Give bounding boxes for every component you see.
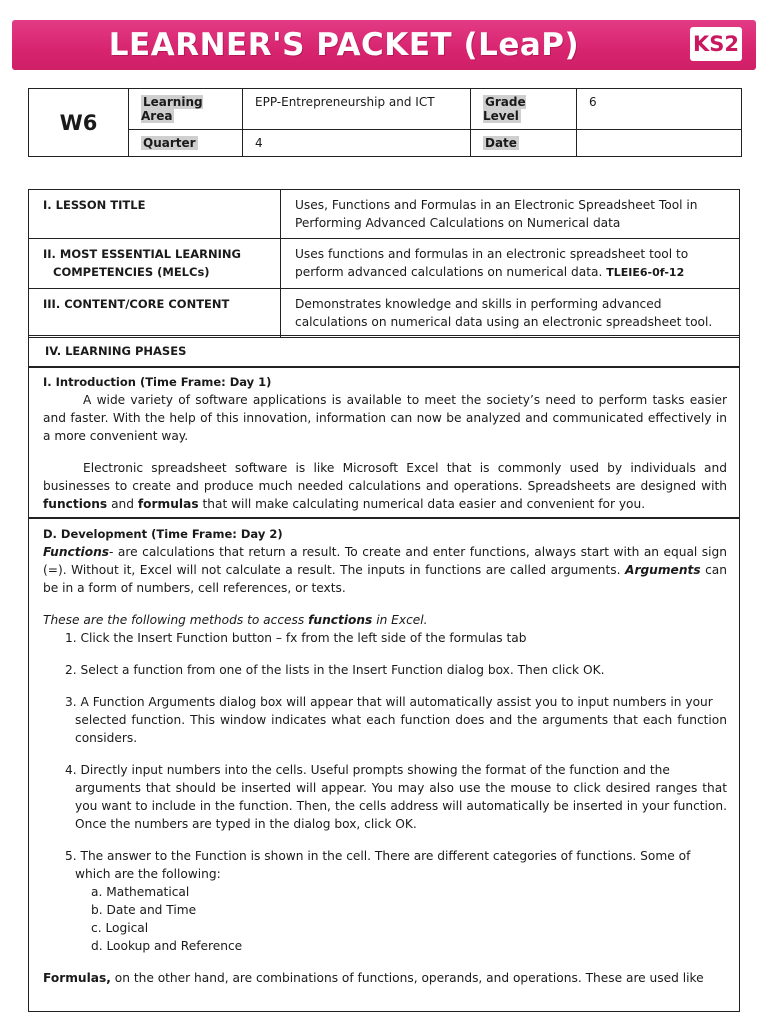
grade-level-label: Grade Level: [471, 89, 577, 130]
melc-value: Uses functions and formulas in an electronic spreadsheet tool to perform advanced calculations on numerical data. TLEIE6-0f-12: [281, 239, 740, 289]
category-logical: c. Logical: [91, 921, 149, 935]
step-1: 1. Click the Insert Function button – fx from the left side of the formulas tab: [65, 631, 527, 645]
info-table: [28, 88, 742, 157]
step-2: 2. Select a function from one of the lists in the Insert Function dialog box. Then click OK.: [65, 663, 605, 677]
ks2-badge: KS2: [690, 27, 742, 61]
formulas-definition: Formulas, on the other hand, are combinations of functions, operands, and operations. These are used like: [43, 971, 704, 985]
learning-area-value: EPP-Entrepreneurship and ICT: [243, 89, 471, 130]
lesson-table: [28, 189, 740, 338]
quarter-value: 4: [243, 130, 471, 157]
development-heading: D. Development (Time Frame: Day 2): [43, 527, 283, 541]
learning-area-label: Learning Area: [129, 89, 243, 130]
lesson-title-value: Uses, Functions and Formulas in an Electronic Spreadsheet Tool in Performing Advanced Calculations on Numerical data: [281, 190, 740, 239]
date-label: Date: [471, 130, 577, 157]
melc-label: II. MOST ESSENTIAL LEARNING COMPETENCIES (MELCs): [29, 239, 281, 289]
category-lookup-reference: d. Lookup and Reference: [91, 939, 243, 953]
step-5: 5. The answer to the Function is shown in the cell. There are different categories of functions. Some of which are the following:: [65, 849, 691, 881]
introduction-section: [28, 367, 740, 518]
content-label: III. CONTENT/CORE CONTENT: [29, 289, 281, 338]
category-date-time: b. Date and Time: [91, 903, 197, 917]
introduction-paragraph-2: Electronic spreadsheet software is like Microsoft Excel that is commonly used by individuals and businesses to create and produce much needed calculations and operations. Spreadsheets are designed with functions and formulas that will make calculating numerical data easier and convenient for you.: [43, 461, 727, 511]
development-section: [28, 518, 740, 1012]
step-3: 3. A Function Arguments dialog box will appear that will automatically assist you to input numbers in your selected function. This window indicates what each function does and the arguments that each function considers.: [65, 695, 727, 745]
packet-title: LEARNER'S PACKET (LeaP): [108, 27, 580, 63]
functions-definition: Functions- are calculations that return a result. To create and enter functions, always start with an equal sign (=). Without it, Excel will not calculate a result. The inputs in functions are called arguments. Arguments can be in a form of numbers, cell references, or texts.: [43, 545, 728, 595]
lesson-title-label: I. LESSON TITLE: [29, 190, 281, 239]
learning-phases-label: IV. LEARNING PHASES: [29, 336, 740, 367]
content-value: Demonstrates knowledge and skills in performing advanced calculations on numerical data using an electronic spreadsheet tool.: [281, 289, 740, 338]
step-4: 4. Directly input numbers into the cells. Useful prompts showing the format of the function and the arguments that should be inserted will appear. You may also use the mouse to click desired ranges that you want to include in the function. Then, the cells address will automatically be inserted in your function. Once the numbers are typed in the dialog box, click OK.: [65, 763, 727, 831]
methods-intro: These are the following methods to access functions in Excel.: [43, 613, 428, 627]
melc-code: TLEIE6-0f-12: [606, 266, 685, 279]
date-value: [577, 130, 742, 157]
learning-phases-header: [28, 335, 740, 367]
category-mathematical: a. Mathematical: [91, 885, 190, 899]
header-banner: [12, 20, 756, 70]
quarter-label: Quarter: [129, 130, 243, 157]
introduction-heading: I. Introduction (Time Frame: Day 1): [43, 375, 272, 389]
introduction-paragraph-1: A wide variety of software applications is available to meet the society’s need to perform tasks easier and faster. With the help of this innovation, information can now be analyzed and communicated effectively in a more convenient way.: [43, 393, 727, 443]
grade-level-value: 6: [577, 89, 742, 130]
week-label: W6: [29, 89, 129, 157]
